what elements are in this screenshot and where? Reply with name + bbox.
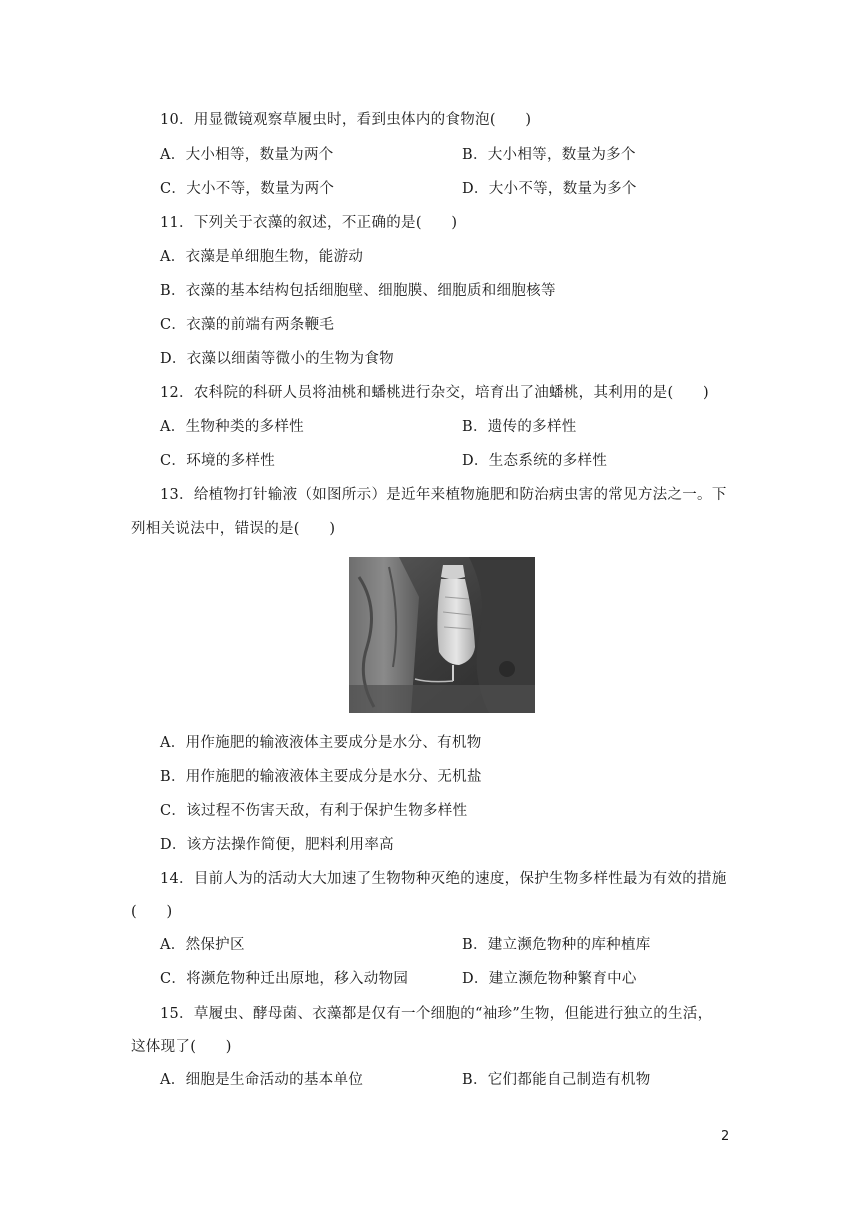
question-10-option-b: B．大小相等，数量为多个 <box>462 147 636 163</box>
question-14-option-b: B．建立濒危物种的库种植库 <box>462 937 651 953</box>
question-15-option-b: B．它们都能自己制造有机物 <box>462 1072 651 1088</box>
question-12-option-c: C．环境的多样性 <box>160 453 275 469</box>
question-14-option-d: D．建立濒危物种繁育中心 <box>462 971 637 987</box>
page-number: 2 <box>721 1129 730 1144</box>
question-11-option-d: D．衣藻以细菌等微小的生物为食物 <box>160 351 394 367</box>
question-12-option-d: D．生态系统的多样性 <box>462 453 608 469</box>
tree-infusion-illustration <box>349 557 535 713</box>
question-13-option-d: D．该方法操作简便，肥料利用率高 <box>160 837 394 853</box>
question-11-option-a: A．衣藻是单细胞生物，能游动 <box>160 249 364 265</box>
question-12-option-b: B．遗传的多样性 <box>462 419 577 435</box>
question-14-option-c: C．将濒危物种迁出原地，移入动物园 <box>160 971 409 987</box>
question-12-option-a: A．生物种类的多样性 <box>160 419 304 435</box>
question-14-stem-line-2: ( ) <box>131 904 173 920</box>
question-13-stem-line-1: 13．给植物打针输液（如图所示）是近年来植物施肥和防治病虫害的常见方法之一。下 <box>160 487 727 503</box>
question-13-option-a: A．用作施肥的输液液体主要成分是水分、有机物 <box>160 735 482 751</box>
question-15-stem-line-1: 15．草履虫、酵母菌、衣藻都是仅有一个细胞的“袖珍”生物，但能进行独立的生活， <box>160 1006 713 1022</box>
question-13-option-c: C．该过程不伤害天敌，有利于保护生物多样性 <box>160 803 468 819</box>
question-10-option-a: A．大小相等，数量为两个 <box>160 147 334 163</box>
question-10-stem: 10．用显微镜观察草履虫时，看到虫体内的食物泡( ) <box>160 112 532 128</box>
question-10-option-c: C．大小不等，数量为两个 <box>160 181 335 197</box>
question-15-stem-line-2: 这体现了( ) <box>131 1039 232 1055</box>
question-11-option-c: C．衣藻的前端有两条鞭毛 <box>160 317 335 333</box>
question-13-stem-line-2: 列相关说法中，错误的是( ) <box>131 521 336 537</box>
question-11-option-b: B．衣藻的基本结构包括细胞壁、细胞膜、细胞质和细胞核等 <box>160 283 556 299</box>
question-14-stem-line-1: 14．目前人为的活动大大加速了生物物种灭绝的速度，保护生物多样性最为有效的措施 <box>160 871 727 887</box>
question-11-stem: 11．下列关于衣藻的叙述，不正确的是( ) <box>160 215 458 231</box>
tree-infusion-photo <box>349 557 535 713</box>
question-14-option-a: A．然保护区 <box>160 937 245 953</box>
question-10-option-d: D．大小不等，数量为多个 <box>462 181 637 197</box>
question-13-option-b: B．用作施肥的输液液体主要成分是水分、无机盐 <box>160 769 482 785</box>
question-15-option-a: A．细胞是生命活动的基本单位 <box>160 1072 364 1088</box>
question-12-stem: 12．农科院的科研人员将油桃和蟠桃进行杂交，培育出了油蟠桃，其利用的是( ) <box>160 385 709 401</box>
